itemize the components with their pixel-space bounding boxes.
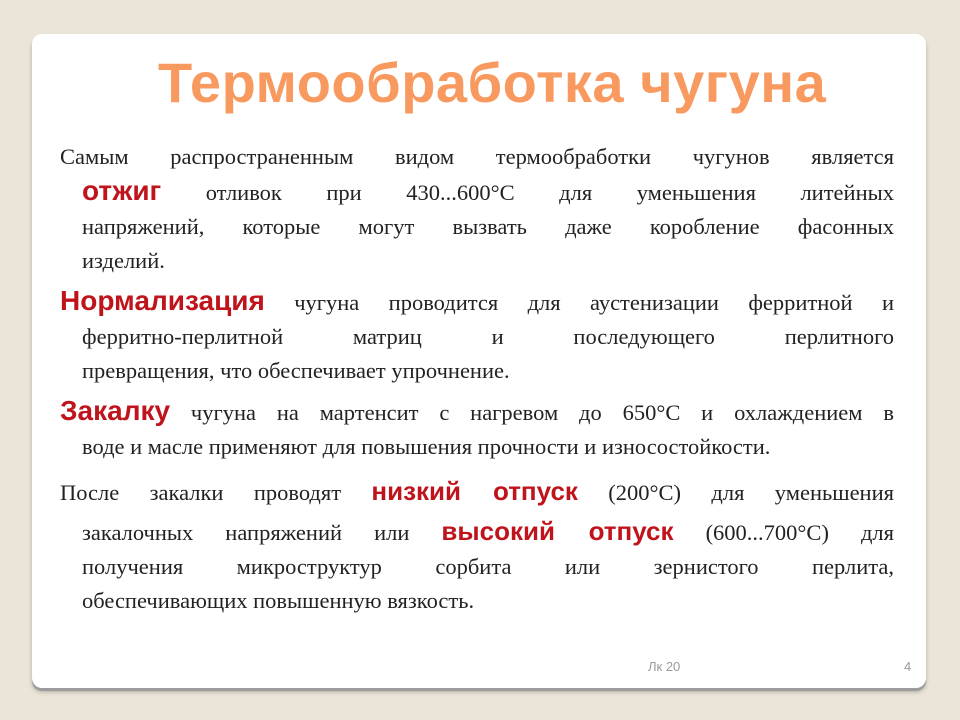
term-annealing: отжиг [82, 175, 162, 206]
paragraph-annealing [60, 140, 894, 278]
paragraph-quenching [60, 394, 894, 464]
p4-line4: обеспечивающих повышенную вязкость. [82, 588, 475, 613]
p3-line1-text: чугуна на мартенсит с нагревом до 650°С и охлаждением в [170, 400, 894, 425]
p4-line1-start: После закалки проводят [60, 480, 372, 505]
term-normalization: Нормализация [60, 285, 265, 316]
p3-line2: воде и масле применяют для повышения прочности и износостойкости. [82, 434, 771, 459]
p4-line2 [60, 514, 894, 550]
p4-line2-end: (600...700°С) для [673, 520, 894, 545]
p4-line3: получения микроструктур сорбита или зернистого перлита, [82, 554, 894, 579]
paragraph-tempering [60, 474, 894, 618]
p1-line2 [60, 174, 894, 210]
p4-line1-end: (200°С) для уменьшения [577, 480, 894, 505]
p4-line2-start: закалочных напряжений или [82, 520, 442, 545]
p2-line3: превращения, что обеспечивает упрочнение. [82, 358, 510, 383]
p2-line1-text: чугуна проводится для аустенизации ферритной и [264, 290, 894, 315]
page-number: 4 [904, 659, 912, 674]
term-high-tempering: высокий отпуск [441, 516, 674, 546]
p1-line4: изделий. [82, 248, 165, 273]
term-quenching: Закалку [60, 395, 171, 426]
p1-line3: напряжений, которые могут вызвать даже коробление фасонных [82, 214, 894, 239]
p2-line2: ферритно-перлитной матриц и последующего перлитного [82, 324, 894, 349]
paragraph-normalization [60, 284, 894, 388]
term-low-tempering: низкий отпуск [371, 476, 578, 506]
p4-line1 [60, 474, 894, 510]
p2-line1 [60, 284, 894, 320]
slide-title: Термообработка чугуна [158, 51, 827, 114]
p3-line1 [60, 394, 894, 430]
footer-lecture-label: Лк 20 [648, 659, 681, 674]
p1-line2-text: отливок при 430...600°С для уменьшения литейных [161, 180, 894, 205]
p1-line1: Самым распространенным видом термообработки чугунов является [60, 144, 894, 169]
